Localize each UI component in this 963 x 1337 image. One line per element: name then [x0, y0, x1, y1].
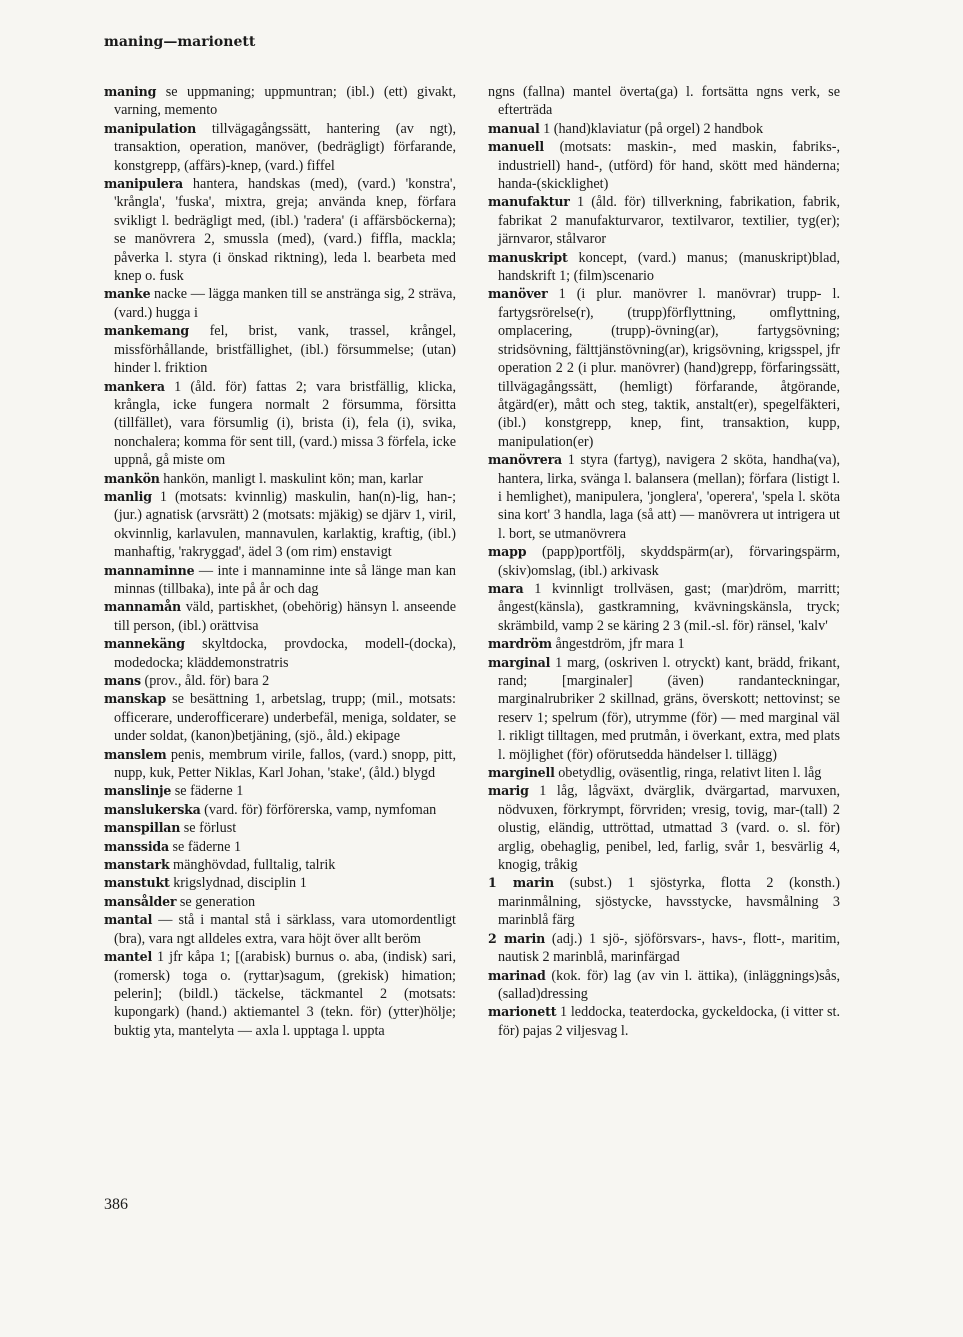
entry-definition: se fäderne 1	[172, 838, 242, 855]
entry-definition: 1 kvinnligt trollväsen, gast; (mar)dröm, marritt; ångest(känsla), gastkramning, kvävningskänsla, tryck; skrämbild, vamp 2 se käring 2 3 (mil.-sl. för) ränsel, 'kalv'	[498, 580, 841, 634]
dictionary-entry	[104, 598, 456, 635]
right-column	[488, 83, 840, 1040]
entry-headword: mardröm	[488, 636, 552, 652]
entry-headword: manipulera	[104, 176, 183, 192]
entry-headword: marginell	[488, 765, 555, 781]
entry-headword: manövrera	[488, 452, 563, 468]
dictionary-entry	[104, 893, 456, 911]
entry-definition: fel, brist, vank, trassel, krångel, missförhållande, bristfällighet, (ibl.) försummelse; (utan) hinder l. friktion	[114, 323, 457, 377]
dictionary-entry	[104, 746, 456, 783]
entry-definition: krigslydnad, disciplin 1	[173, 875, 307, 892]
dictionary-entry	[104, 856, 456, 874]
dictionary-entry	[488, 764, 840, 782]
entry-definition: hantera, handskas (med), (vard.) 'konstra', 'krångla', 'fuska', mixtra, greja; använda knep, förfara svikligt l. bedrägligt med, (ibl.) 'radera' (i affärsböckerna); se manövrera 2, smussla (med), (vard.) fiffla, mackla; påverka l. styra (i önskad riktning), leda l. bearbeta med knep o. fusk	[114, 176, 457, 285]
dictionary-entry	[104, 285, 456, 322]
entry-headword: manipulation	[104, 120, 197, 136]
entry-headword: mansålder	[104, 893, 177, 909]
entry-definition: penis, membrum virile, fallos, (vard.) snopp, pitt, nupp, kuk, Petter Niklas, Karl Johan, 'stake', (åld.) blygd	[114, 746, 456, 782]
dictionary-entry	[488, 120, 840, 138]
entry-headword: mankera	[104, 378, 165, 394]
dictionary-entry	[104, 470, 456, 488]
entry-definition: (motsats: maskin-, med maskin, fabriks-, industriell) hand-, (utförd) för hand, skött med händerna; handa-(skicklighet)	[498, 139, 840, 193]
entry-headword: manlig	[104, 488, 152, 504]
entry-headword: mans	[104, 673, 141, 688]
entry-headword: manuskript	[488, 249, 568, 265]
entry-definition: (subst.) 1 sjöstyrka, flotta 2 (konsth.) marinmålning, sjöstycke, havsstycke, havsmålning 3 marinblå färg	[498, 875, 841, 929]
entry-headword: manke	[104, 286, 151, 302]
entry-definition: 1 jfr kåpa 1; [(arabisk) burnus o. aba, (indisk) sari, (romersk) toga o. (ryttar)sagum, (grekisk) himation; pelerin]; (bildl.) täckelse, täckmantel 2 (motsats: kupongark) (hand.) aktiemantel 3 (tekn. för) (ytter)hölje; buktig yta, mantelyta — axla l. upptaga l. uppta	[114, 949, 456, 1039]
entry-definition: 1 (åld. för) fattas 2; vara bristfällig, klicka, krångla, icke fungera normalt 2 försumma, försitta (tillfället), vara försumlig (i), brista (i), fela (i), svika, nonchalera; komma för sent till, (vard.) missa 3 förfela, icke uppnå, gå miste om	[114, 378, 457, 469]
dictionary-entry	[104, 562, 456, 599]
entry-headword: marionett	[488, 1004, 557, 1020]
entry-definition: — inte i mannaminne inte så länge man kan minnas (tillbaka), inte på år och dag	[114, 562, 456, 597]
entry-definition: mänghövdad, fulltalig, talrik	[173, 857, 336, 874]
entry-headword: manssida	[104, 838, 169, 854]
dictionary-entry	[104, 801, 456, 819]
entry-definition: se fäderne 1	[174, 783, 244, 800]
dictionary-entry	[104, 488, 456, 562]
dictionary-entry	[488, 654, 840, 764]
entry-definition: 1 (hand)klaviatur (på orgel) 2 handbok	[543, 120, 764, 137]
entry-headword: 2 marin	[488, 930, 546, 946]
entry-definition: se förlust	[183, 820, 237, 837]
entry-definition: tillvägagångssätt, hantering (av ngt), transaktion, operation, manöver, (bedrägligt) förfarande, konstgrepp, (affärs)-knep, (vard.) fiffel	[114, 120, 456, 174]
entry-definition: 1 (motsats: kvinnlig) maskulin, han(n)-lig, han-; (jur.) agnatisk (arvsrätt) 2 (motsats: mjäkig) se djärv 1, viril, okvinnlig, karlavulen, mannavulen, karlaktig, kraftig, (ibl.) manhaftig, 'rakryggad', ädel 3 (om rim) enstavigt	[114, 488, 457, 561]
dictionary-entry	[104, 874, 456, 892]
entry-definition: 1 (i plur. manövrer l. manövrar) trupp- l. fartygsrörelse(r), (trupp)förflyttning, omflyttning, omplacering, (trupp)-övning(ar), fartygsövning; stridsövning, fälttjänstövning(ar), krigsövning, krigsspel, jfr operation 2 2 (i plur. manövrer) (hand)grepp, förfaringssätt, tillvägagångssätt, (hemligt) förfarande, åtgörande, åtgärd(er), mått och steg, taktik, anstalt(er), spegelfäkteri, (ibl.) konstgrepp, knep, fint, transaktion, kupp, manipulation(er)	[498, 286, 840, 450]
dictionary-entry	[488, 1003, 840, 1040]
dictionary-entry	[104, 83, 456, 120]
entry-definition: obetydlig, oväsentlig, ringa, relativt liten l. låg	[558, 765, 822, 782]
entry-definition: koncept, (vard.) manus; (manuskript)blad, handskrift 1; (film)scenario	[498, 249, 841, 285]
dictionary-entry	[488, 543, 840, 580]
entry-definition: 1 leddocka, teaterdocka, gyckeldocka, (i vitter st. för) pajas 2 viljesvag l.	[498, 1004, 840, 1039]
dictionary-entry	[488, 138, 840, 193]
dictionary-entry	[104, 378, 456, 470]
entry-definition: — stå i mantal stå i särklass, vara utomordentligt (bra), vara ngt alldeles extra, vara höjt över allt beröm	[114, 912, 457, 947]
page-number: 386	[104, 1196, 128, 1213]
entry-headword: mankemang	[104, 323, 190, 339]
entry-definition: hankön, manligt l. maskulint kön; man, karlar	[163, 470, 423, 487]
dictionary-entry	[104, 175, 456, 285]
dictionary-entry	[488, 249, 840, 286]
entry-headword: mannekäng	[104, 636, 185, 652]
entry-definition: skyltdocka, provdocka, modell-(docka), modedocka; kläddemonstratris	[114, 636, 456, 671]
dictionary-entry	[488, 967, 840, 1004]
dictionary-entry	[104, 838, 456, 856]
dictionary-entry	[104, 120, 456, 175]
entry-headword: manual	[488, 120, 540, 136]
entry-headword: manslukerska	[104, 801, 201, 817]
entry-definition: nacke — lägga manken till se anstränga sig, 2 sträva, (vard.) hugga i	[114, 286, 457, 321]
entry-headword: manuell	[488, 139, 544, 155]
dictionary-entry	[488, 580, 840, 635]
entry-definition: (adj.) 1 sjö-, sjöförsvars-, havs-, flott-, maritim, nautisk 2 marinblå, marinfärgad	[498, 930, 841, 966]
dictionary-entry	[104, 911, 456, 948]
dictionary-entry	[488, 193, 840, 248]
entry-headword: mantel	[104, 949, 153, 965]
entry-definition: 1 (åld. för) tillverkning, fabrikation, fabrik, fabrikat 2 manufakturvaror, textilvaror, textilier, tyg(er); järnvaror, stålvaror	[498, 194, 840, 248]
dictionary-entry	[104, 782, 456, 800]
entry-headword: mankön	[104, 470, 160, 486]
dictionary-entry	[104, 948, 456, 1040]
entry-headword: marig	[488, 783, 529, 799]
entry-definition: 1 styra (fartyg), navigera 2 sköta, handha(va), hantera, lirka, svänga l. balansera (mellan); förfara (listigt l. i hemlighet), manipulera, 'jonglera', 'operera', 'spela l. sköta sina kort' 3 handla, laga (så att) — manövrera ut intrigera ut l. bort, se utmanövrera	[498, 452, 841, 542]
dictionary-entry	[488, 635, 840, 653]
dictionary-entry	[488, 451, 840, 543]
entry-headword: manstark	[104, 857, 170, 873]
entry-definition: ångestdröm, jfr mara 1	[555, 636, 685, 653]
running-head: maning—marionett	[104, 34, 256, 50]
entry-definition: ngns (fallna) mantel överta(ga) l. fortsätta ngns verk, se efterträda	[488, 84, 840, 119]
entry-headword: maning	[104, 84, 157, 99]
entry-definition: (kok. för) lag (av vin l. ättika), (inläggnings)sås, (sallad)dressing	[498, 967, 841, 1002]
entry-headword: manslinje	[104, 783, 172, 799]
entry-headword: mara	[488, 580, 524, 596]
entry-headword: manskap	[104, 691, 167, 707]
entry-definition: (vard. för) förförerska, vamp, nymfoman	[204, 801, 437, 818]
entry-definition: väld, partiskhet, (obehörig) hänsyn l. anseende till person, (ibl.) orättvisa	[114, 599, 457, 634]
entry-headword: manslem	[104, 746, 167, 762]
dictionary-entry	[488, 930, 840, 967]
dictionary-entry	[104, 635, 456, 672]
dictionary-entry	[104, 322, 456, 377]
entry-headword: marinad	[488, 967, 546, 983]
entry-definition: 1 låg, lågväxt, dvärglik, dvärgartad, marvuxen, nödvuxen, förkrympt, förvriden; vresig, tovig, mar-(tall) 2 olustig, eländig, uttröttad, utmattad 3 (vard. o. sl. för) arglig, obehaglig, penibel, led, farlig, svår 1, besvärlig 4, knogig, tråkig	[498, 783, 841, 874]
entry-headword: manspillan	[104, 820, 181, 836]
dictionary-entry	[104, 819, 456, 837]
entry-definition: (papp)portfölj, skyddspärm(ar), förvaringspärm, (skiv)omslag, (ibl.) arkivask	[498, 544, 840, 579]
dictionary-entry	[488, 782, 840, 874]
entry-headword: mantal	[104, 912, 153, 928]
dictionary-entry	[488, 83, 840, 120]
dictionary-entry	[488, 874, 840, 929]
entry-headword: mapp	[488, 544, 527, 560]
dictionary-entry	[488, 285, 840, 451]
dictionary-entry	[104, 672, 456, 690]
entry-definition: se besättning 1, arbetslag, trupp; (mil., motsats: officerare, underofficerare) underbefäl, meniga, soldater, se under soldat, (kanon)betjäning, (sjö., åld.) ekipage	[114, 691, 457, 745]
entry-headword: mannamån	[104, 599, 182, 615]
entry-headword: manstukt	[104, 875, 170, 891]
entry-headword: marginal	[488, 654, 551, 670]
entry-headword: manöver	[488, 286, 548, 302]
entry-definition: 1 marg, (oskriven l. otryckt) kant, brädd, frikant, rand; [marginaler] (även) randanteckningar, marginalrubriker 2 skillnad, gräns, överskott; nettovinst; se reserv 1; spelrum (för), utrymme (för) — med marginal väl l. rikligt tilltagen, med prutmån, i överkant, extra, med plats l. möjlighet (för) oförutsedda händelser l. tillägg)	[498, 654, 840, 763]
dictionary-entry	[104, 690, 456, 745]
entry-headword: mannaminne	[104, 562, 195, 578]
entry-definition: se uppmaning; uppmuntran; (ibl.) (ett) givakt, varning, memento	[114, 84, 456, 119]
entry-definition: se generation	[179, 893, 256, 910]
left-column	[104, 83, 456, 1040]
entry-definition: (prov., åld. för) bara 2	[144, 673, 270, 689]
entry-headword: manufaktur	[488, 194, 570, 210]
entry-headword: 1 marin	[488, 875, 554, 891]
